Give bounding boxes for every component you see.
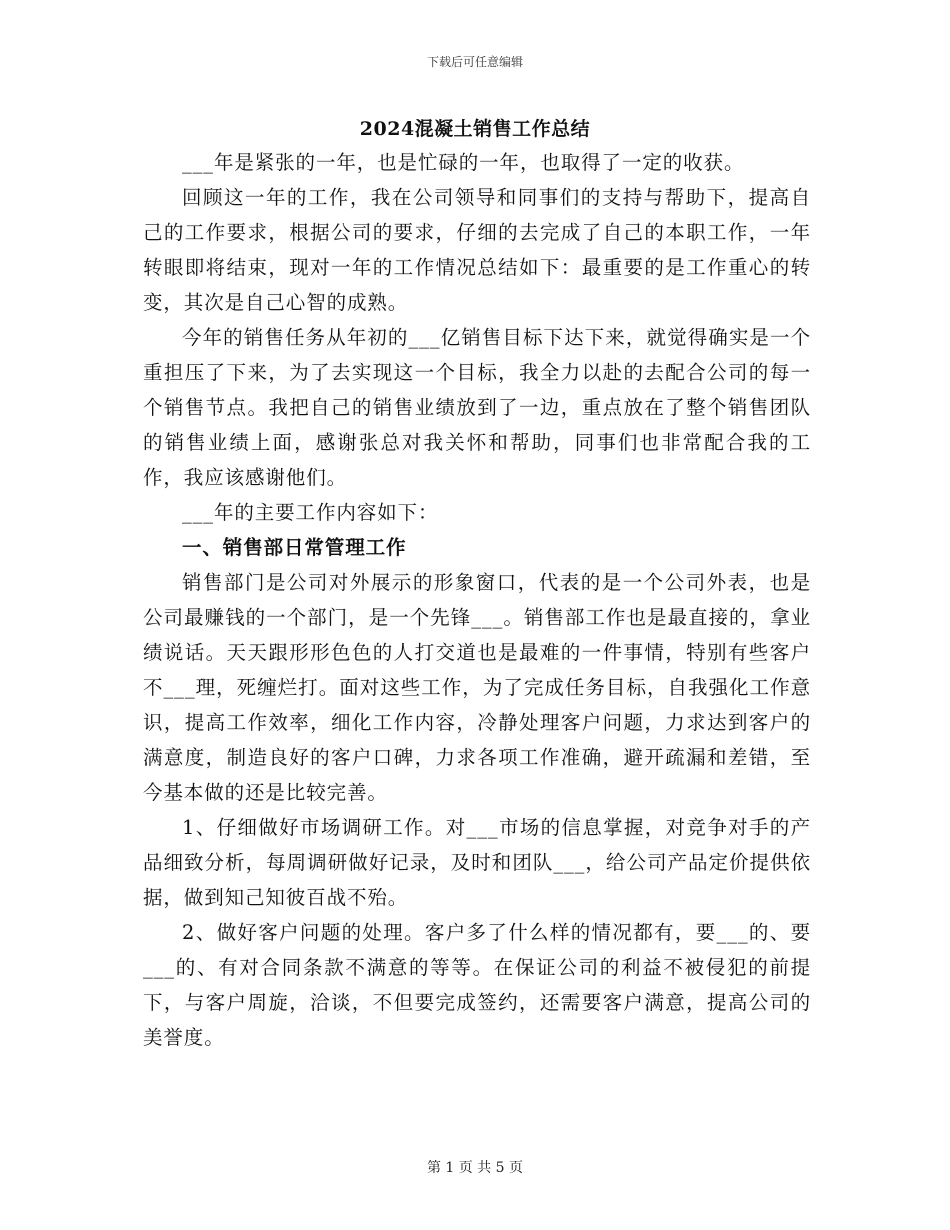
section-heading-daily-management: 一、销售部日常管理工作 [182,536,407,559]
header-note: 下载后可任意编辑 [426,55,523,69]
paragraph-customer-issues: 2、做好客户问题的处理。客户多了什么样的情况都有，要___的、要___的、有对合同条款不满意的等等。在保证公司的利益不被侵犯的前提下，与客户周旋，洽谈，不但要完成签约，还需要客户满意，提高公司的美誉度。 [143,921,811,1049]
paragraph-market-research: 1、仔细做好市场调研工作。对___市场的信息掌握，对竞争对手的产品细致分析，每周调研做好记录，及时和团队___，给公司产品定价提供依据，做到知己知彼百战不殆。 [143,816,811,909]
paragraph-sales-target: 今年的销售任务从年初的___亿销售目标下达下来，就觉得确实是一个重担压了下来，为了去实现这一个目标，我全力以赴的去配合公司的每一个销售节点。我把自己的销售业绩放到了一边，重点放在了整个销售团队的销售业绩上面，感谢张总对我关怀和帮助，同事们也非常配合我的工作，我应该感谢他们。 [143,326,811,489]
paragraph-main-work-intro: ___年的主要工作内容如下： [182,501,439,524]
document-title: 2024混凝土销售工作总结 [359,118,591,140]
page-number: 第 1 页 共 5 页 [426,1160,524,1176]
paragraph-sales-department: 销售部门是公司对外展示的形象窗口，代表的是一个公司外表，也是公司最赚钱的一个部门，是一个先锋___。销售部工作也是最直接的，拿业绩说话。天天跟形形色色的人打交道也是最难的一件事情，特别有些客户不___理，死缠烂打。面对这些工作，为了完成任务目标，自我强化工作意识，提高工作效率，细化工作内容，冷静处理客户问题，力求达到客户的满意度，制造良好的客户口碑，力求各项工作准确，避开疏漏和差错，至今基本做的还是比较完善。 [143,571,811,804]
paragraph-review: 回顾这一年的工作，我在公司领导和同事们的支持与帮助下，提高自己的工作要求，根据公司的要求，仔细的去完成了自己的本职工作，一年转眼即将结束，现对一年的工作情况总结如下：最重要的是工作重心的转变，其次是自己心智的成熟。 [143,186,811,314]
document-body [143,145,811,1055]
paragraph-intro: ___年是紧张的一年，也是忙碌的一年，也取得了一定的收获。 [182,151,745,174]
